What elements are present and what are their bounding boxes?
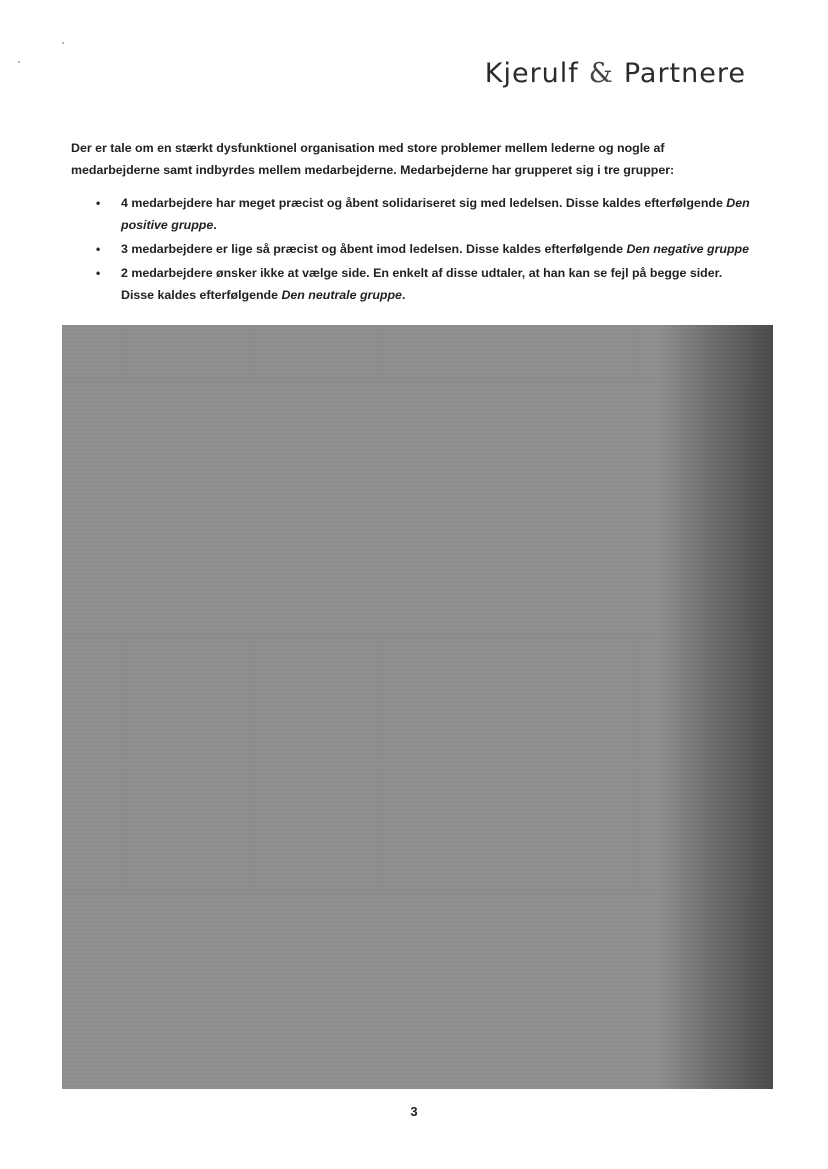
- list-item-suffix: .: [213, 218, 217, 232]
- list-item-positive-group: [71, 192, 751, 236]
- brand-name-first: Kjerulf: [484, 58, 579, 89]
- group-name-neutral: Den neutrale gruppe: [281, 288, 402, 302]
- bullet-icon: •: [96, 266, 101, 280]
- redacted-block: [62, 325, 773, 1089]
- list-item-text: 3 medarbejdere er lige så præcist og åbent imod ledelsen. Disse kaldes efterfølgende: [121, 242, 627, 256]
- bullet-icon: •: [96, 196, 101, 210]
- page-number: 3: [410, 1104, 418, 1119]
- scan-speck: [18, 61, 20, 63]
- group-list: [71, 192, 751, 306]
- list-item-text: 4 medarbejdere har meget præcist og åbent solidariseret sig med ledelsen. Disse kaldes efterfølgende: [121, 196, 727, 210]
- group-name-positive: Den positive gruppe: [121, 196, 750, 232]
- brand-logo: [485, 58, 746, 89]
- list-item-text: 2 medarbejdere ønsker ikke at vælge side. En enkelt af disse udtaler, at han kan se fejl på begge sider. Disse kaldes efterfølgende: [121, 266, 723, 302]
- list-item-negative-group: [71, 238, 751, 260]
- group-name-negative: Den negative gruppe: [626, 242, 750, 256]
- brand-ampersand: &: [588, 58, 614, 89]
- list-item-neutral-group: [71, 262, 751, 306]
- scan-speck: [62, 42, 64, 44]
- intro-paragraph: Der er tale om en stærkt dysfunktionel organisation med store problemer mellem lederne og nogle af medarbejderne samt indbyrdes mellem medarbejderne. Medarbejderne har grupperet sig i tre grupper:: [71, 141, 675, 177]
- list-item-suffix: .: [401, 288, 406, 302]
- bullet-icon: •: [96, 242, 101, 256]
- brand-name-second: Partnere: [623, 58, 746, 89]
- document-body: [71, 137, 751, 308]
